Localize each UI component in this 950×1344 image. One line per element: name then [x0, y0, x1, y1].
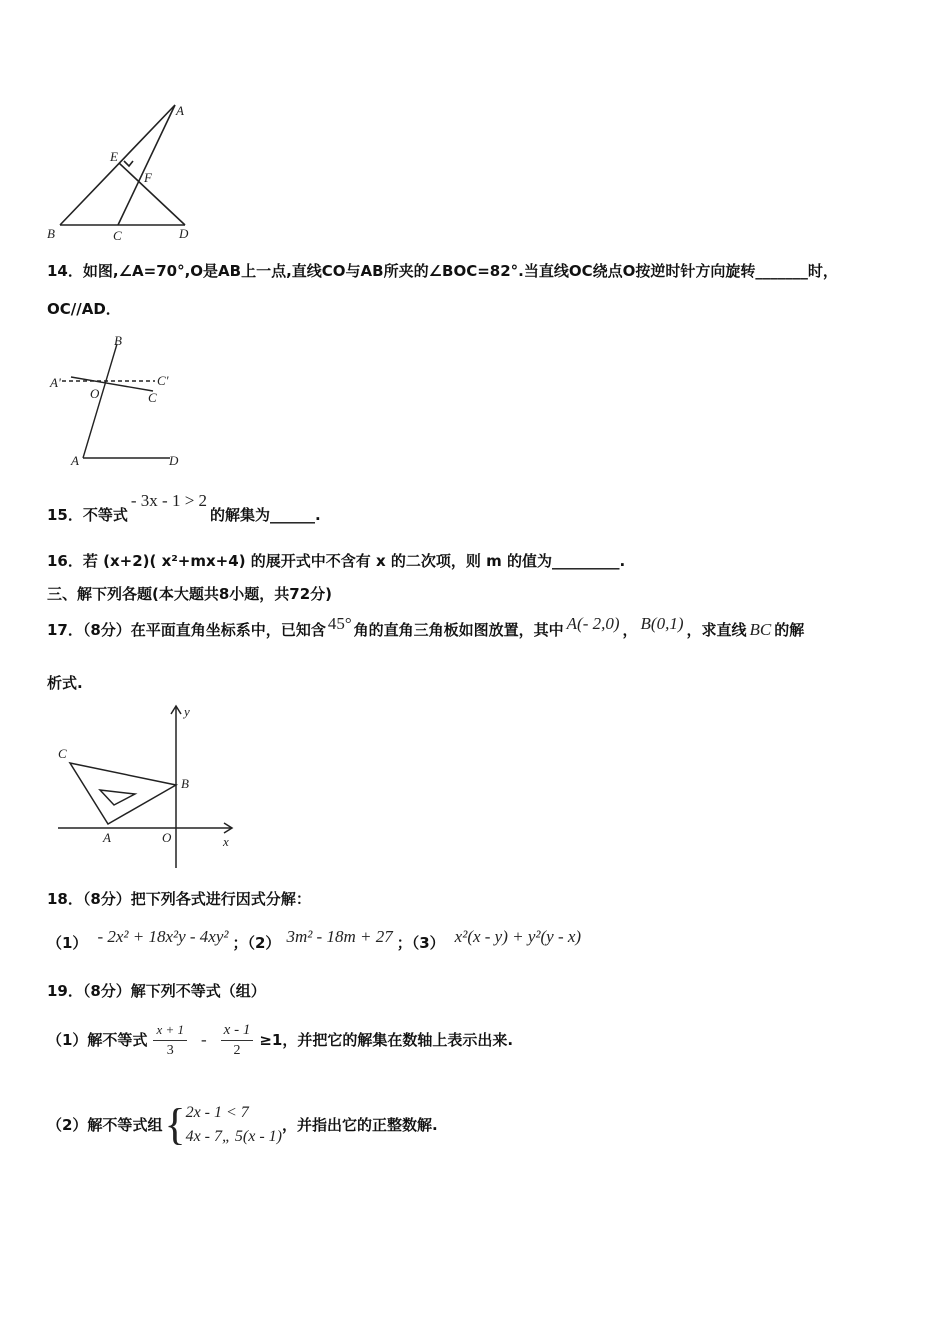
q19-fraction-2-denominator: 2 [233, 1042, 241, 1058]
q19-part1 [47, 1018, 513, 1062]
q18-expression-3: x²(x - y) + y²(y - x) [454, 927, 582, 946]
label-a: A [71, 453, 79, 468]
q15-text [47, 491, 321, 525]
q18-part3-label: ；（3） [396, 934, 445, 952]
label-a: A [176, 103, 184, 118]
label-c: C [113, 228, 122, 243]
q17-point-b: B(0,1) [640, 614, 684, 633]
q15-suffix: 的解集为______. [210, 506, 321, 524]
q19-heading: 19．（8分）解下列不等式（组） [47, 982, 266, 1000]
label-d: D [169, 453, 179, 468]
label-o: O [90, 386, 100, 401]
q17-line2: 析式. [47, 674, 83, 692]
q19-system [186, 1101, 282, 1149]
q18-heading: 18．（8分）把下列各式进行因式分解： [47, 890, 311, 908]
q19-minus-sign: - [201, 1030, 207, 1049]
q18-parts [47, 927, 585, 953]
q19-left-brace: { [164, 1100, 186, 1149]
label-a-prime: A' [50, 375, 61, 390]
q15-expression: - 3x - 1 > 2 [130, 491, 208, 510]
q15-prefix: 15．不等式 [47, 506, 128, 524]
q19-part2-label: （2）解不等式组 [47, 1116, 163, 1134]
q19-system-line-2: 4x - 7„ 5(x - 1) [185, 1128, 282, 1145]
q19-fraction-2 [221, 1020, 254, 1061]
figure-coordinate-triangle [50, 700, 250, 870]
q17-text-c: ，求直线 [686, 621, 747, 639]
figure-triangle-abd [40, 95, 200, 245]
label-b: B [181, 776, 189, 791]
q17-separator: ， [622, 621, 638, 639]
label-b: B [114, 333, 122, 348]
label-b: B [47, 226, 55, 241]
label-f: F [144, 170, 152, 185]
q19-fraction-1-numerator: x + 1 [153, 1020, 187, 1041]
q18-expression-1: - 2x² + 18x²y - 4xy² [97, 927, 229, 946]
q19-part1-label: （1）解不等式 [47, 1031, 148, 1049]
q18-part2-label: ；（2） [232, 934, 281, 952]
q19-system-line-1: 2x - 1 < 7 [185, 1104, 249, 1121]
label-d: D [179, 226, 189, 241]
q17-text-d: 的解 [774, 621, 805, 639]
label-c-prime: C' [157, 373, 169, 388]
section-three-heading: 三、解下列各题(本大题共8小题，共72分) [47, 585, 333, 603]
label-c: C [58, 746, 67, 761]
q14-text-line2: OC//AD． [47, 300, 121, 318]
q19-fraction-1 [153, 1020, 187, 1061]
label-c: C [148, 390, 157, 405]
label-o: O [162, 830, 172, 845]
q19-part2-tail: ，并指出它的正整数解. [282, 1116, 438, 1134]
q17-text-a: 17．（8分）在平面直角坐标系中，已知含 [47, 621, 326, 639]
label-e: E [110, 149, 118, 164]
q17-point-a: A(- 2,0) [566, 614, 620, 633]
q17-line1 [47, 614, 805, 640]
q17-bc: BC [749, 620, 772, 639]
q17-angle: 45° [327, 614, 352, 633]
label-a: A [103, 830, 111, 845]
q17-text-b: 角的直角三角板如图放置，其中 [353, 621, 564, 639]
q14-text-line1: 14．如图,∠A=70°,O是AB上一点,直线CO与AB所夹的∠BOC=82°.当直线OC绕点O按逆时针方向旋转_______时， [47, 262, 838, 280]
q19-part2 [47, 1095, 438, 1155]
label-x: x [223, 834, 229, 849]
q19-fraction-2-numerator: x - 1 [221, 1020, 254, 1041]
q19-fraction-1-denominator: 3 [166, 1042, 174, 1058]
q18-part1-label: （1） [47, 934, 88, 952]
q19-part1-tail: ≥1，并把它的解集在数轴上表示出来. [259, 1031, 514, 1049]
label-y: y [184, 704, 190, 719]
figure-rotating-line [45, 330, 195, 470]
q16-text: 16．若 (x+2)( x²+mx+4) 的展开式中不含有 x 的二次项，则 m 的值为_________. [47, 552, 626, 570]
q18-expression-2: 3m² - 18m + 27 [286, 927, 393, 946]
